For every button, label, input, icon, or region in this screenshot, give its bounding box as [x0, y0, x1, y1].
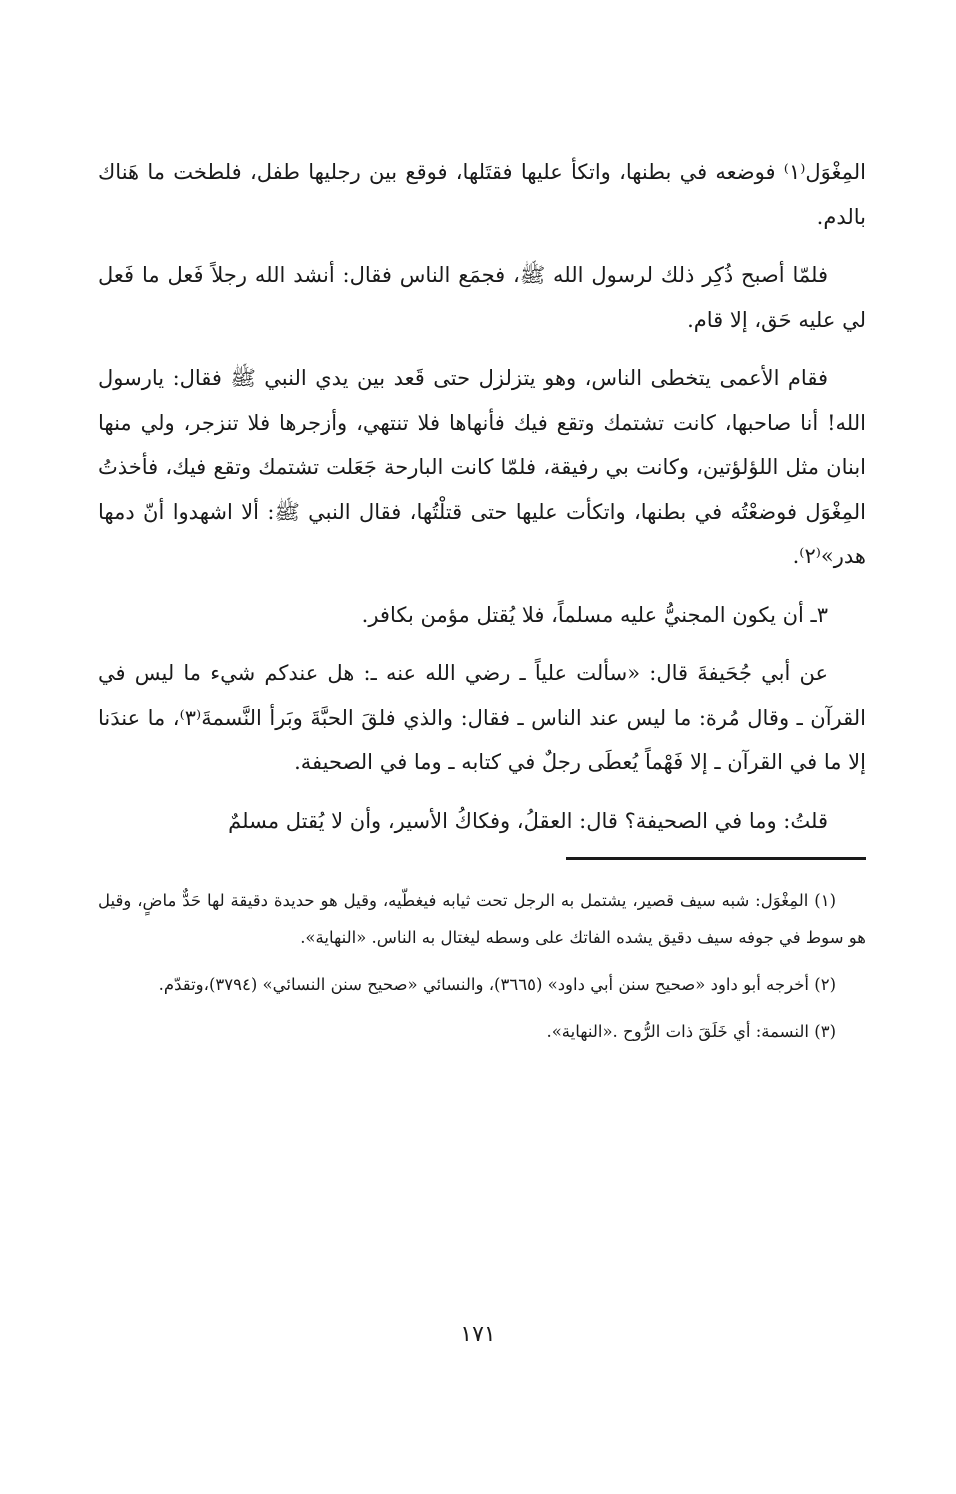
footnote-2: (٢) أخرجه أبو داود «صحيح سنن أبي داود» (٣٦٦٥)، والنسائي «صحيح سنن النسائي» (٣٧٩٤)،وتقدّم.	[158, 975, 836, 994]
paragraph-5: عن أبي جُحَيفةَ قال: «سألت علياً ـ رضي الله عنه ـ: هل عندكم شيء ما ليس في القرآن ـ وقال مُرة: ما ليس عند الناس ـ فقال: والذي فلقَ الحبَّةَ وبَرأ النَّسمةَ⁽٣⁾، ما عندَنا إلا ما في القرآن ـ إلا فَهْماً يُعطَى رجلٌ في كتابه ـ وما في الصحيفة.	[98, 661, 866, 774]
footnote-3: (٣) النسمة: أي خَلَقَ ذات الرُّوح .«النهاية».	[546, 1022, 836, 1041]
page-body	[98, 150, 866, 1060]
page-number: ١٧١	[460, 1322, 496, 1347]
paragraph-2: فلمّا أصبح ذُكِر ذلك لرسول الله ﷺ، فجمَع الناس فقال: أنشد الله رجلاً فَعل ما فَعل لي عليه حَق، إلا قام.	[98, 263, 866, 332]
footnote-1: (١) المِغْوَل: شبه سيف قصير، يشتمل به الرجل تحت ثيابه فيغطّيه، وقيل هو حديدة دقيقة لها حَدٌّ ماضٍ، وقيل هو سوط في جوفه سيف دقيق يشده الفاتك على وسطه ليغتال به الناس. «النهاية».	[98, 891, 866, 947]
main-text	[98, 150, 866, 843]
paragraph-1: المِغْوَل⁽١⁾ فوضعه في بطنها، واتكأ عليها فقتَلها، فوقع بين رجليها طفل، فلطخت ما هَناك بالدم.	[98, 160, 866, 229]
paragraph-6: قلتُ: وما في الصحيفة؟ قال: العقلُ، وفكاكُ الأسير، وأن لا يُقتل مسلمٌ	[228, 808, 828, 833]
paragraph-4: ٣ـ أن يكون المجنيُّ عليه مسلماً، فلا يُقتل مؤمن بكافر.	[361, 602, 828, 627]
paragraph-3: فقام الأعمى يتخطى الناس، وهو يتزلزل حتى قَعد بين يدي النبي ﷺ فقال: يارسول الله! أنا صاحبها، كانت تشتمك وتقع فيك فأنهاها فلا تنتهي، وأزجرها فلا تنزجر، ولي منها ابنان مثل اللؤلؤتين، وكانت بي رفيقة، فلمّا كانت البارحة جَعَلت تشتمك وتقع فيك، فأخذتُ المِغْوَل فوضعْتُه في بطنها، واتكأت عليها حتى قتلْتُها، فقال النبي ﷺ: ألا اشهدوا أنّ دمها هدر»⁽٢⁾.	[98, 366, 866, 568]
footnote-divider	[566, 857, 866, 860]
footnotes	[98, 882, 866, 1050]
